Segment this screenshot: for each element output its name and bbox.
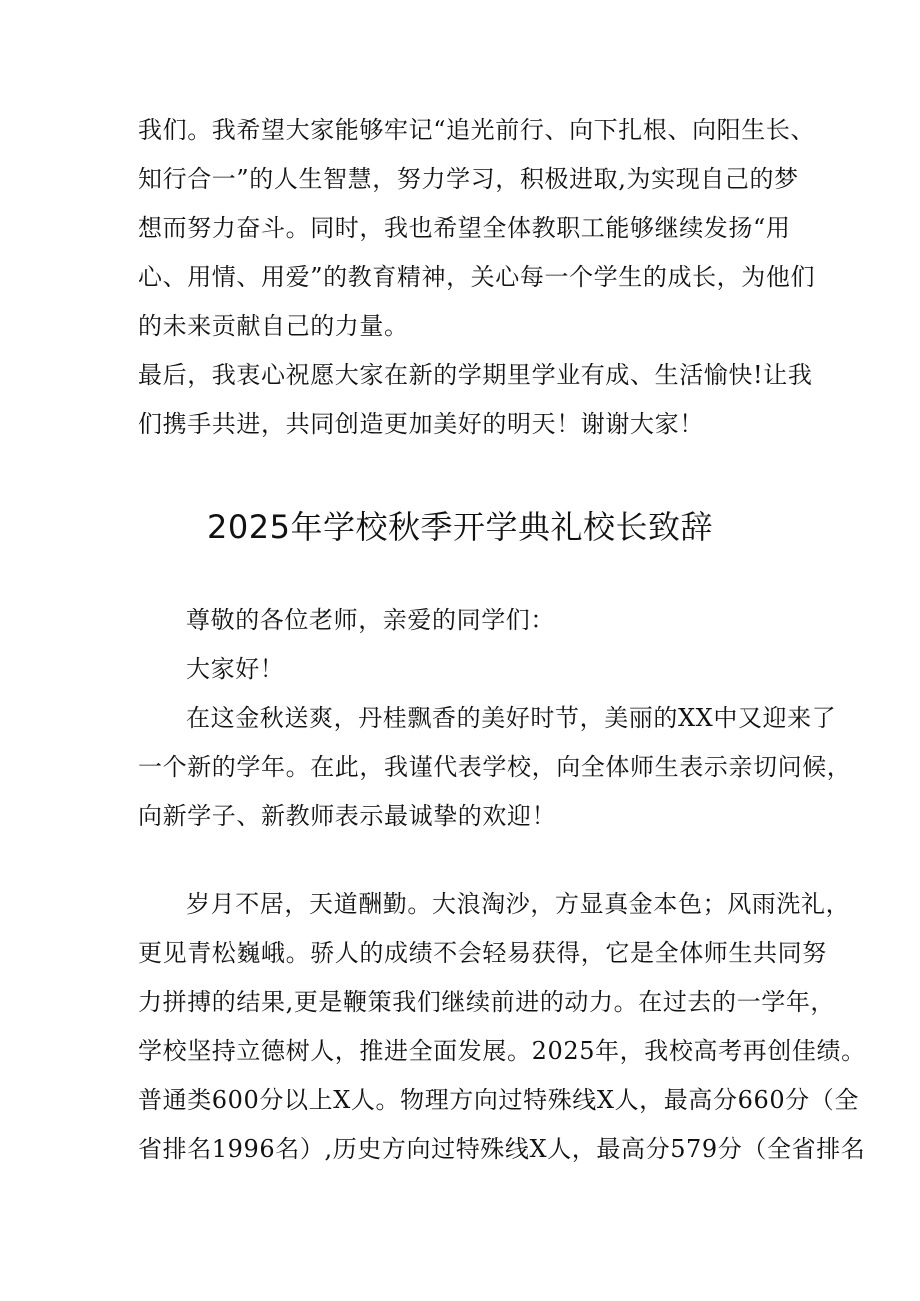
paragraph-1-line: 在这金秋送爽，丹桂飘香的美好时节，美丽的XX中又迎来了	[186, 704, 837, 732]
paragraph-1-line: 一个新的学年。在此，我谨代表学校，向全体师生表示亲切问候，	[138, 753, 852, 781]
document-title: 2025年学校秋季开学典礼校长致辞	[207, 508, 713, 546]
paragraph-2-line: 更见青松巍峨。骄人的成绩不会轻易获得，它是全体师生共同努	[138, 939, 827, 967]
paragraph-2-line: 力拼搏的结果,更是鞭策我们继续前进的动力。在过去的一学年，	[138, 988, 836, 1016]
paragraph-2-line: 省排名1996名）,历史方向过特殊线X人，最高分579分（全省排名	[138, 1135, 866, 1163]
closing-text-line: 最后，我衷心祝愿大家在新的学期里学业有成、生活愉快!让我	[138, 361, 813, 389]
salutation: 尊敬的各位老师，亲爱的同学们：	[186, 606, 555, 634]
closing-text-line: 们携手共进，共同创造更加美好的明天！谢谢大家！	[138, 410, 704, 438]
body-text-line: 想而努力奋斗。同时，我也希望全体教职工能够继续发扬“用	[138, 214, 791, 242]
paragraph-2-line: 学校坚持立德树人，推进全面发展。2025年，我校高考再创佳绩。	[138, 1037, 866, 1065]
body-text-line: 我们。我希望大家能够牢记“追光前行、向下扎根、向阳生长、	[138, 116, 816, 144]
paragraph-2-line: 普通类600分以上X人。物理方向过特殊线X人，最高分660分（全	[138, 1086, 859, 1114]
paragraph-2-line: 岁月不居，天道酬勤。大浪淘沙，方显真金本色；风雨洗礼，	[186, 890, 851, 918]
body-text-line: 心、用情、用爱”的教育精神，关心每一个学生的成长，为他们	[138, 263, 816, 291]
paragraph-1-line: 向新学子、新教师表示最诚挚的欢迎！	[138, 802, 557, 830]
body-text-line: 的未来贡献自己的力量。	[138, 312, 409, 340]
greeting: 大家好！	[186, 655, 285, 683]
body-text-line: 知行合一”的人生智慧，努力学习，积极进取,为实现自己的梦	[138, 165, 799, 193]
